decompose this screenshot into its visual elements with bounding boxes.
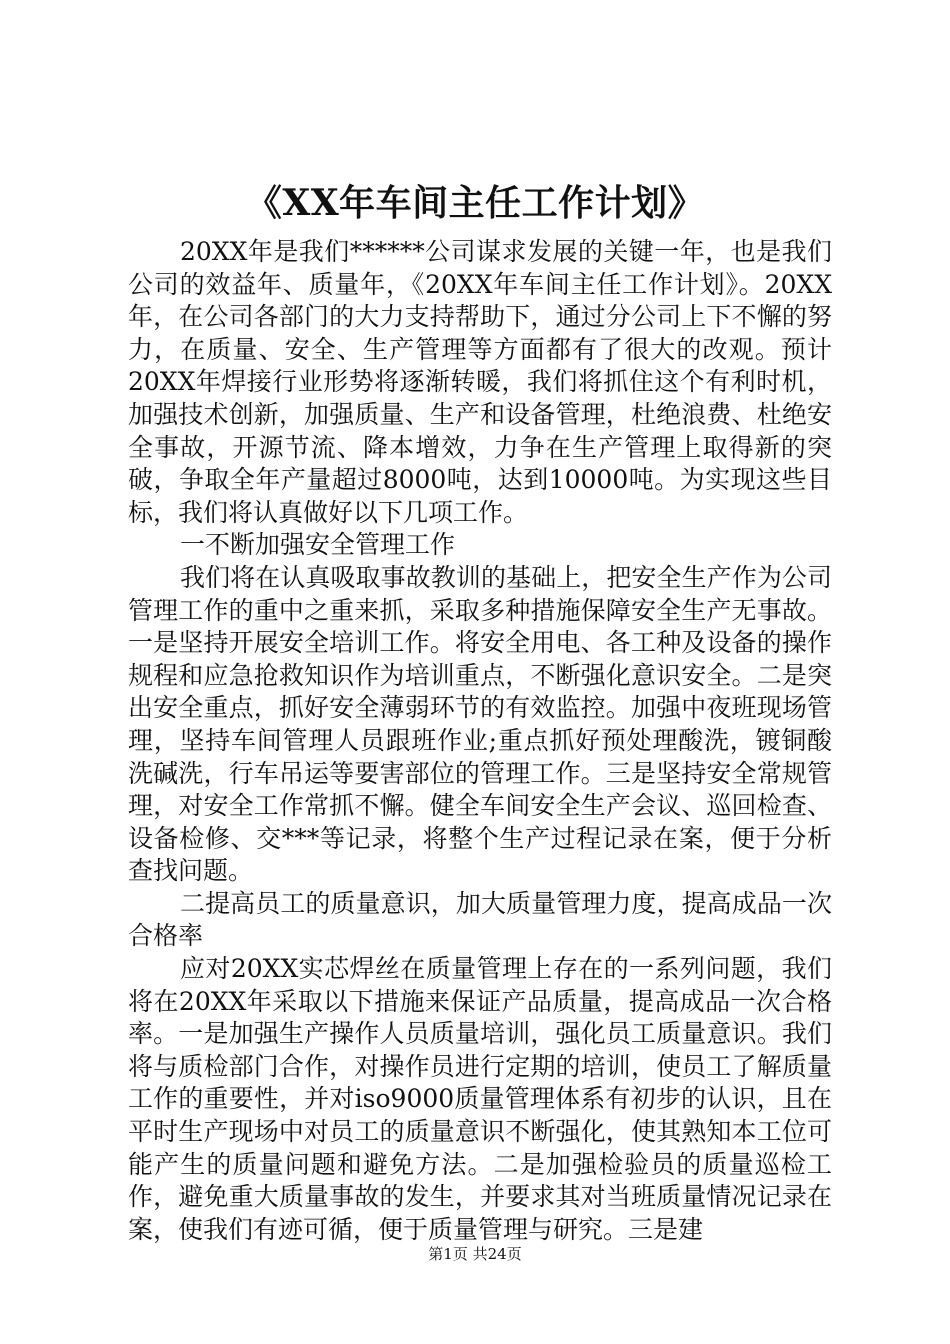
paragraph-quality: 应对20XX实芯焊丝在质量管理上存在的一系列问题，我们将在20XX年采取以下措施来保证产品质量，提高成品一次合格率。一是加强生产操作人员质量培训，强化员工质量意识。我们将与质检部门合作，对操作员进行定期的培训，使员工了解质量工作的重要性，并对iso9000质量管理体系有初步的认识，且在平时生产现场中对员工的质量意识不断强化，使其熟知本工位可能产生的质量问题和避免方法。二是加强检验员的质量巡检工作，避免重大质量事故的发生，并要求其对当班质量情况记录在案，使我们有迹可循，便于质量管理与研究。三是建	[128, 954, 832, 1244]
section-heading-safety: 一不断加强安全管理工作	[180, 530, 456, 560]
paragraph-intro: 20XX年是我们******公司谋求发展的关键一年，也是我们公司的效益年、质量年，《20XX年车间主任工作计划》。20XX年，在公司各部门的大力支持帮助下，通过分公司上下不懈的努力，在质量、安全、生产管理等方面都有了很大的改观。预计20XX年焊接行业形势将逐渐转暖，我们将抓住这个有利时机，加强技术创新，加强质量、生产和设备管理，杜绝浪费、杜绝安全事故，开源节流、降本增效，力争在生产管理上取得新的突破，争取全年产量超过8000吨，达到10000吨。为实现这些目标，我们将认真做好以下几项工作。	[128, 237, 832, 527]
paragraph-safety: 我们将在认真吸取事故教训的基础上，把安全生产作为公司管理工作的重中之重来抓，采取多种措施保障安全生产无事故。一是坚持开展安全培训工作。将安全用电、各工种及设备的操作规程和应急抢救知识作为培训重点，不断强化意识安全。二是突出安全重点，抓好安全薄弱环节的有效监控。加强中夜班现场管理，坚持车间管理人员跟班作业;重点抓好预处理酸洗，镀铜酸洗碱洗，行车吊运等要害部位的管理工作。三是坚持安全常规管理，对安全工作常抓不懈。健全车间安全生产会议、巡回检查、设备检修、交***等记录，将整个生产过程记录在案，便于分析查找问题。	[128, 562, 832, 886]
page-number-footer: 第1页 共24页	[428, 1245, 522, 1263]
section-heading-quality: 二提高员工的质量意识，加大质量管理力度，提高成品一次合格率	[128, 888, 832, 951]
document-body	[128, 236, 832, 1246]
document-title: 《XX年车间主任工作计划》	[245, 182, 705, 224]
